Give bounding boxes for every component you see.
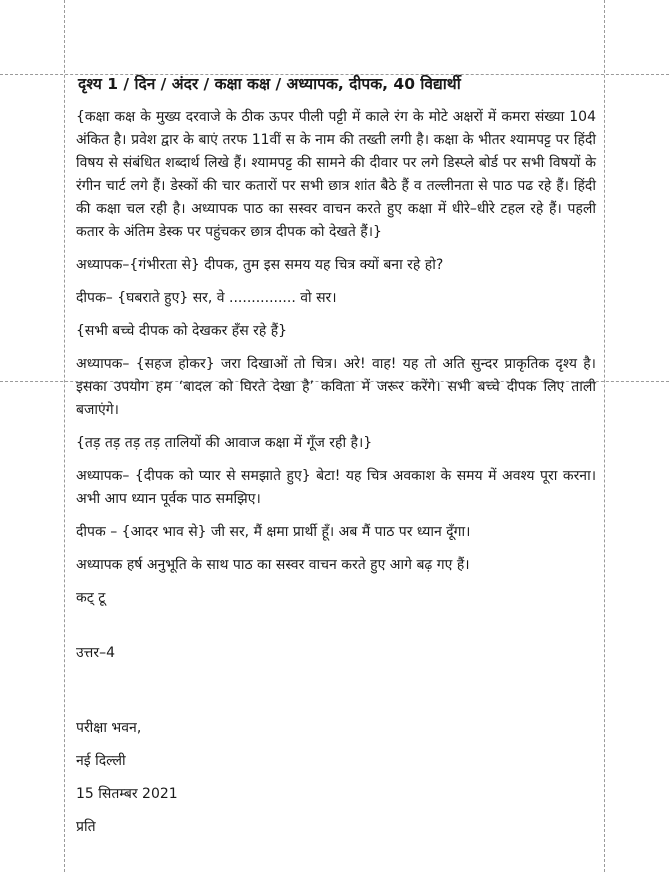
margin-guide-left — [64, 0, 65, 872]
dialogue-line-5: {तड़ तड़ तड़ तड़ तालियों की आवाज कक्षा में गूँज रही है।} — [76, 435, 373, 451]
address-line-1: परीक्षा भवन, — [76, 720, 142, 736]
dialogue-line-3: {सभी बच्चे दीपक को देखकर हँस रहे हैं} — [76, 323, 288, 339]
answer-sheet — [76, 72, 596, 849]
letter-to: प्रति — [76, 819, 96, 835]
scene-heading: दृश्य 1 / दिन / अंदर / कक्षा कक्ष / अध्यापक, दीपक, 40 विद्यार्थी — [78, 75, 461, 93]
dialogue-line-6: अध्यापक– {दीपक को प्यार से समझाते हुए} बेटा! यह चित्र अवकाश के समय में अवश्य पूरा करना। अभी आप ध्यान पूर्वक पाठ समझिए। — [76, 468, 596, 507]
dialogue-line-8: अध्यापक हर्ष अनुभूति के साथ पाठ का सस्वर वाचन करते हुए आगे बढ़ गए हैं। — [76, 557, 470, 573]
cut-to: कट् टू — [76, 590, 106, 606]
dialogue-line-7: दीपक – {आदर भाव से} जी सर, मैं क्षमा प्रार्थी हूँ। अब मैं पाठ पर ध्यान दूँगा। — [76, 524, 471, 540]
dialogue-line-4: अध्यापक– {सहज होकर} जरा दिखाओं तो चित्र। अरे! वाह! यह तो अति सुन्दर प्राकृतिक दृश्य है। इसका उपयोग हम ‘बादल को घिरते देखा है’ कविता में जरूर करेंगे। सभी बच्चे दीपक लिए ताली बजाएंगे। — [76, 356, 596, 418]
address-line-2: नई दिल्ली — [76, 753, 126, 769]
margin-guide-right — [604, 0, 605, 872]
dialogue-line-1: अध्यापक–{गंभीरता से} दीपक, तुम इस समय यह चित्र क्यों बना रहे हो? — [76, 257, 444, 273]
answer-label: उत्तर–4 — [76, 645, 115, 661]
letter-date: 15 सितम्बर 2021 — [76, 786, 178, 802]
dialogue-line-2: दीपक– {घबराते हुए} सर, वे ............... वो सर। — [76, 290, 337, 306]
scene-description: {कक्षा कक्ष के मुख्य दरवाजे के ठीक ऊपर पीली पट्टी में काले रंग के मोटे अक्षरों में कमरा संख्या 104 अंकित है। प्रवेश द्वार के बाएं तरफ 11वीं स के नाम की तख्ती लगी है। कक्षा के भीतर श्यामपट्ट पर हिंदी विषय से संबंधित शब्दार्थ लिखे हैं। श्यामपट्ट की सामने की दीवार पर लगे डिस्प्ले बोर्ड पर सभी विषयों के रंगीन चार्ट लगे हैं। डेस्कों की चार कतारों पर सभी छात्र शांत बैठे हैं व तल्लीनता से पाठ पढ रहे हैं। हिंदी की कक्षा चल रही है। अध्यापक पाठ का सस्वर वाचन करते हुए कक्षा में धीरे–धीरे टहल रहे हैं। पहली कतार के अंतिम डेस्क पर पहुंचकर छात्र दीपक को देखते हैं।} — [76, 109, 596, 240]
